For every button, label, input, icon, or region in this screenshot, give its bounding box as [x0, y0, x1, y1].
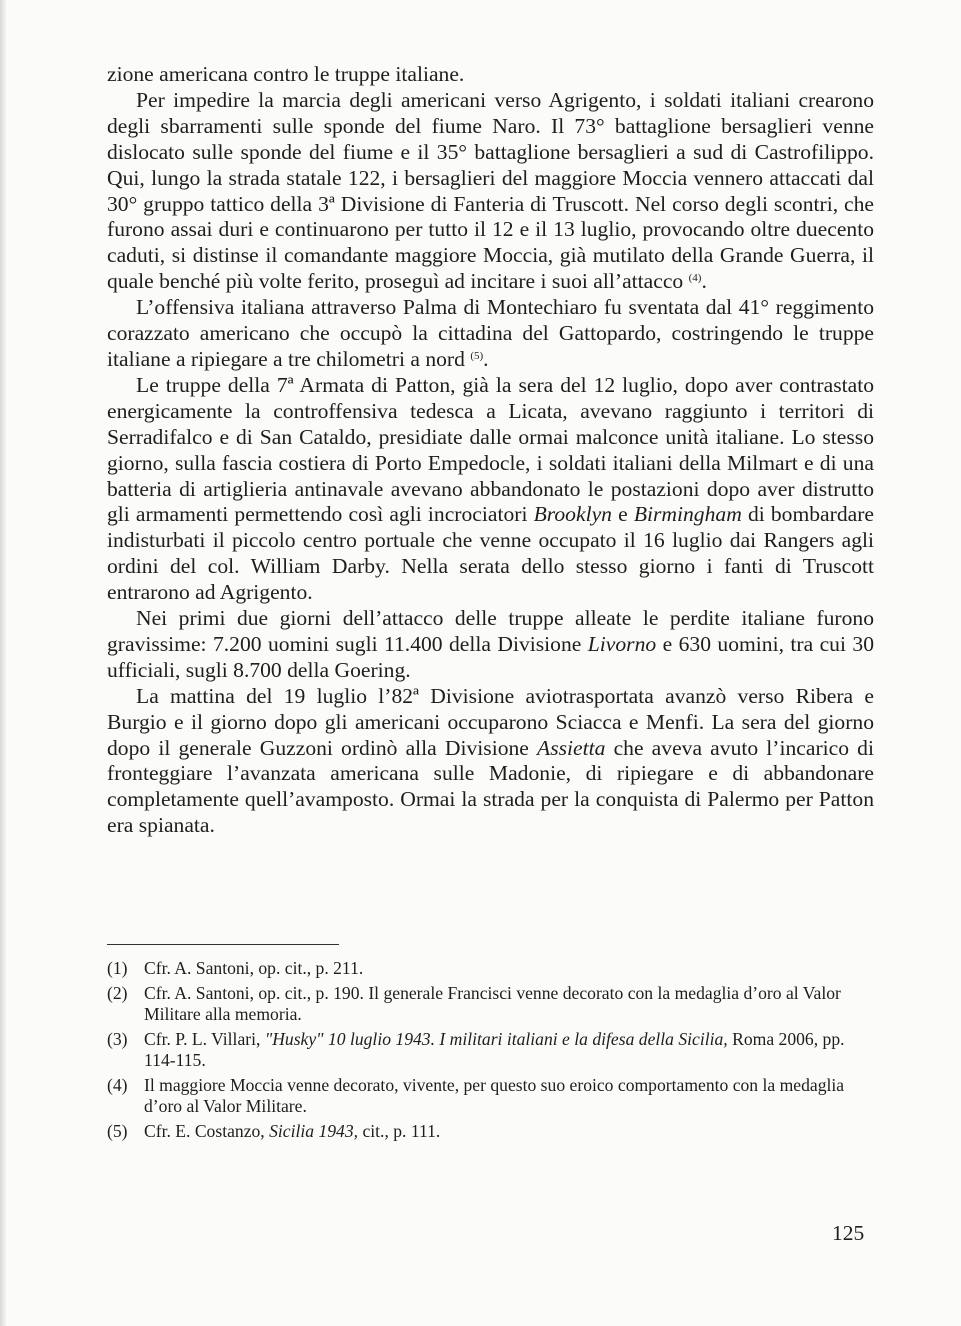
paragraph-1: zione americana contro le truppe italiane.	[107, 62, 465, 86]
footnote-ref-4: (4)	[688, 272, 702, 285]
footnote-text: Cfr. A. Santoni, op. cit., p. 211.	[144, 958, 364, 978]
footnote-number: (4)	[107, 1075, 128, 1095]
footnote-text: Il maggiore Moccia venne decorato, vivente, per questo suo eroico comportamento con la medaglia d’oro al Valor Militare.	[144, 1075, 845, 1116]
paragraph-2: Per impedire la marcia degli americani verso Agrigento, i soldati italiani crearono degli sbarramenti sulle sponde del fiume Naro. Il 73° battaglione bersaglieri venne dislocato sulle sponde del fiume e il 35° battaglione bersaglieri a sud di Castrofilippo. Qui, lungo la strada statale 122, i bersaglieri del maggiore Moccia vennero attaccati dal 30° gruppo tattico della 3ª Divisione di Fanteria di Truscott. Nel corso degli scontri, che furono assai duri e continuarono per tutto il 12 e il 13 luglio, provocando oltre duecento caduti, si distinse il comandante maggiore Moccia, già mutilato della Grande Guerra, il quale benché più volte ferito, proseguì ad incitare i suoi all’attacco $^{(4)}$.	[107, 87, 874, 294]
footnotes	[107, 958, 874, 1146]
footnote-number: (2)	[107, 983, 128, 1003]
page-spine-shadow	[0, 0, 6, 1326]
footnote-number: (1)	[107, 958, 128, 978]
footnote-3	[107, 1029, 874, 1071]
footnote-4	[107, 1075, 874, 1117]
footnote-text: Cfr. A. Santoni, op. cit., p. 190. Il generale Francisci venne decorato con la medaglia d’oro al Valor Militare alla memoria.	[144, 983, 841, 1024]
footnote-2	[107, 983, 874, 1025]
footnote-5	[107, 1121, 874, 1142]
footnote-ref-5: (5)	[470, 349, 484, 362]
footnote-text: Cfr. P. L. Villari, "Husky" 10 luglio 1943. I militari italiani e la difesa della Sicilia, Roma 2006, pp. 114-115.	[144, 1029, 845, 1070]
paragraph-4: Le truppe della 7ª Armata di Patton, già la sera del 12 luglio, dopo aver contrastato energicamente la controffensiva tedesca a Licata, avevano raggiunto i territori di Serradifalco e di San Cataldo, presidiate dalle ormai malconce unità italiane. Lo stesso giorno, sulla fascia costiera di Porto Empedocle, i soldati italiani della Milmart e di una batteria di artiglieria antinavale avevano abbandonato le postazioni dopo aver distrutto gli armamenti permettendo così agli incrociatori Brooklyn e Birmingham di bombardare indisturbati il piccolo centro portuale che venne occupato il 16 luglio dai Rangers agli ordini del col. William Darby. Nella serata dello stesso giorno i fanti di Truscott entrarono ad Agrigento.	[107, 372, 874, 605]
page-number: 125	[832, 1221, 865, 1245]
footnote-text: Cfr. E. Costanzo, Sicilia 1943, cit., p. 111.	[144, 1121, 441, 1141]
footnote-number: (5)	[107, 1121, 128, 1141]
footnote-separator	[107, 944, 339, 945]
main-text	[107, 62, 874, 839]
paragraph-5: Nei primi due giorni dell’attacco delle truppe alleate le perdite italiane furono gravissime: 7.200 uomini sugli 11.400 della Divisione Livorno e 630 uomini, tra cui 30 ufficiali, sugli 8.700 della Goering.	[107, 606, 874, 682]
footnote-number: (3)	[107, 1029, 128, 1049]
paragraph-6: La mattina del 19 luglio l’82ª Divisione aviotrasportata avanzò verso Ribera e Burgio e il giorno dopo gli americani occuparono Sciacca e Menfi. La sera del giorno dopo il generale Guzzoni ordinò alla Divisione Assietta che aveva avuto l’incarico di fronteggiare l’avanzata americana sulle Madonie, di ripiegare e di abbandonare completamente quell’avamposto. Ormai la strada per la conquista di Palermo per Patton era spianata.	[107, 683, 874, 838]
paragraph-3: L’offensiva italiana attraverso Palma di Montechiaro fu sventata dal 41° reggimento corazzato americano che occupò la cittadina del Gattopardo, costringendo le truppe italiane a ripiegare a tre chilometri a nord $^{(5)}$.	[107, 295, 874, 371]
footnote-1	[107, 958, 874, 979]
